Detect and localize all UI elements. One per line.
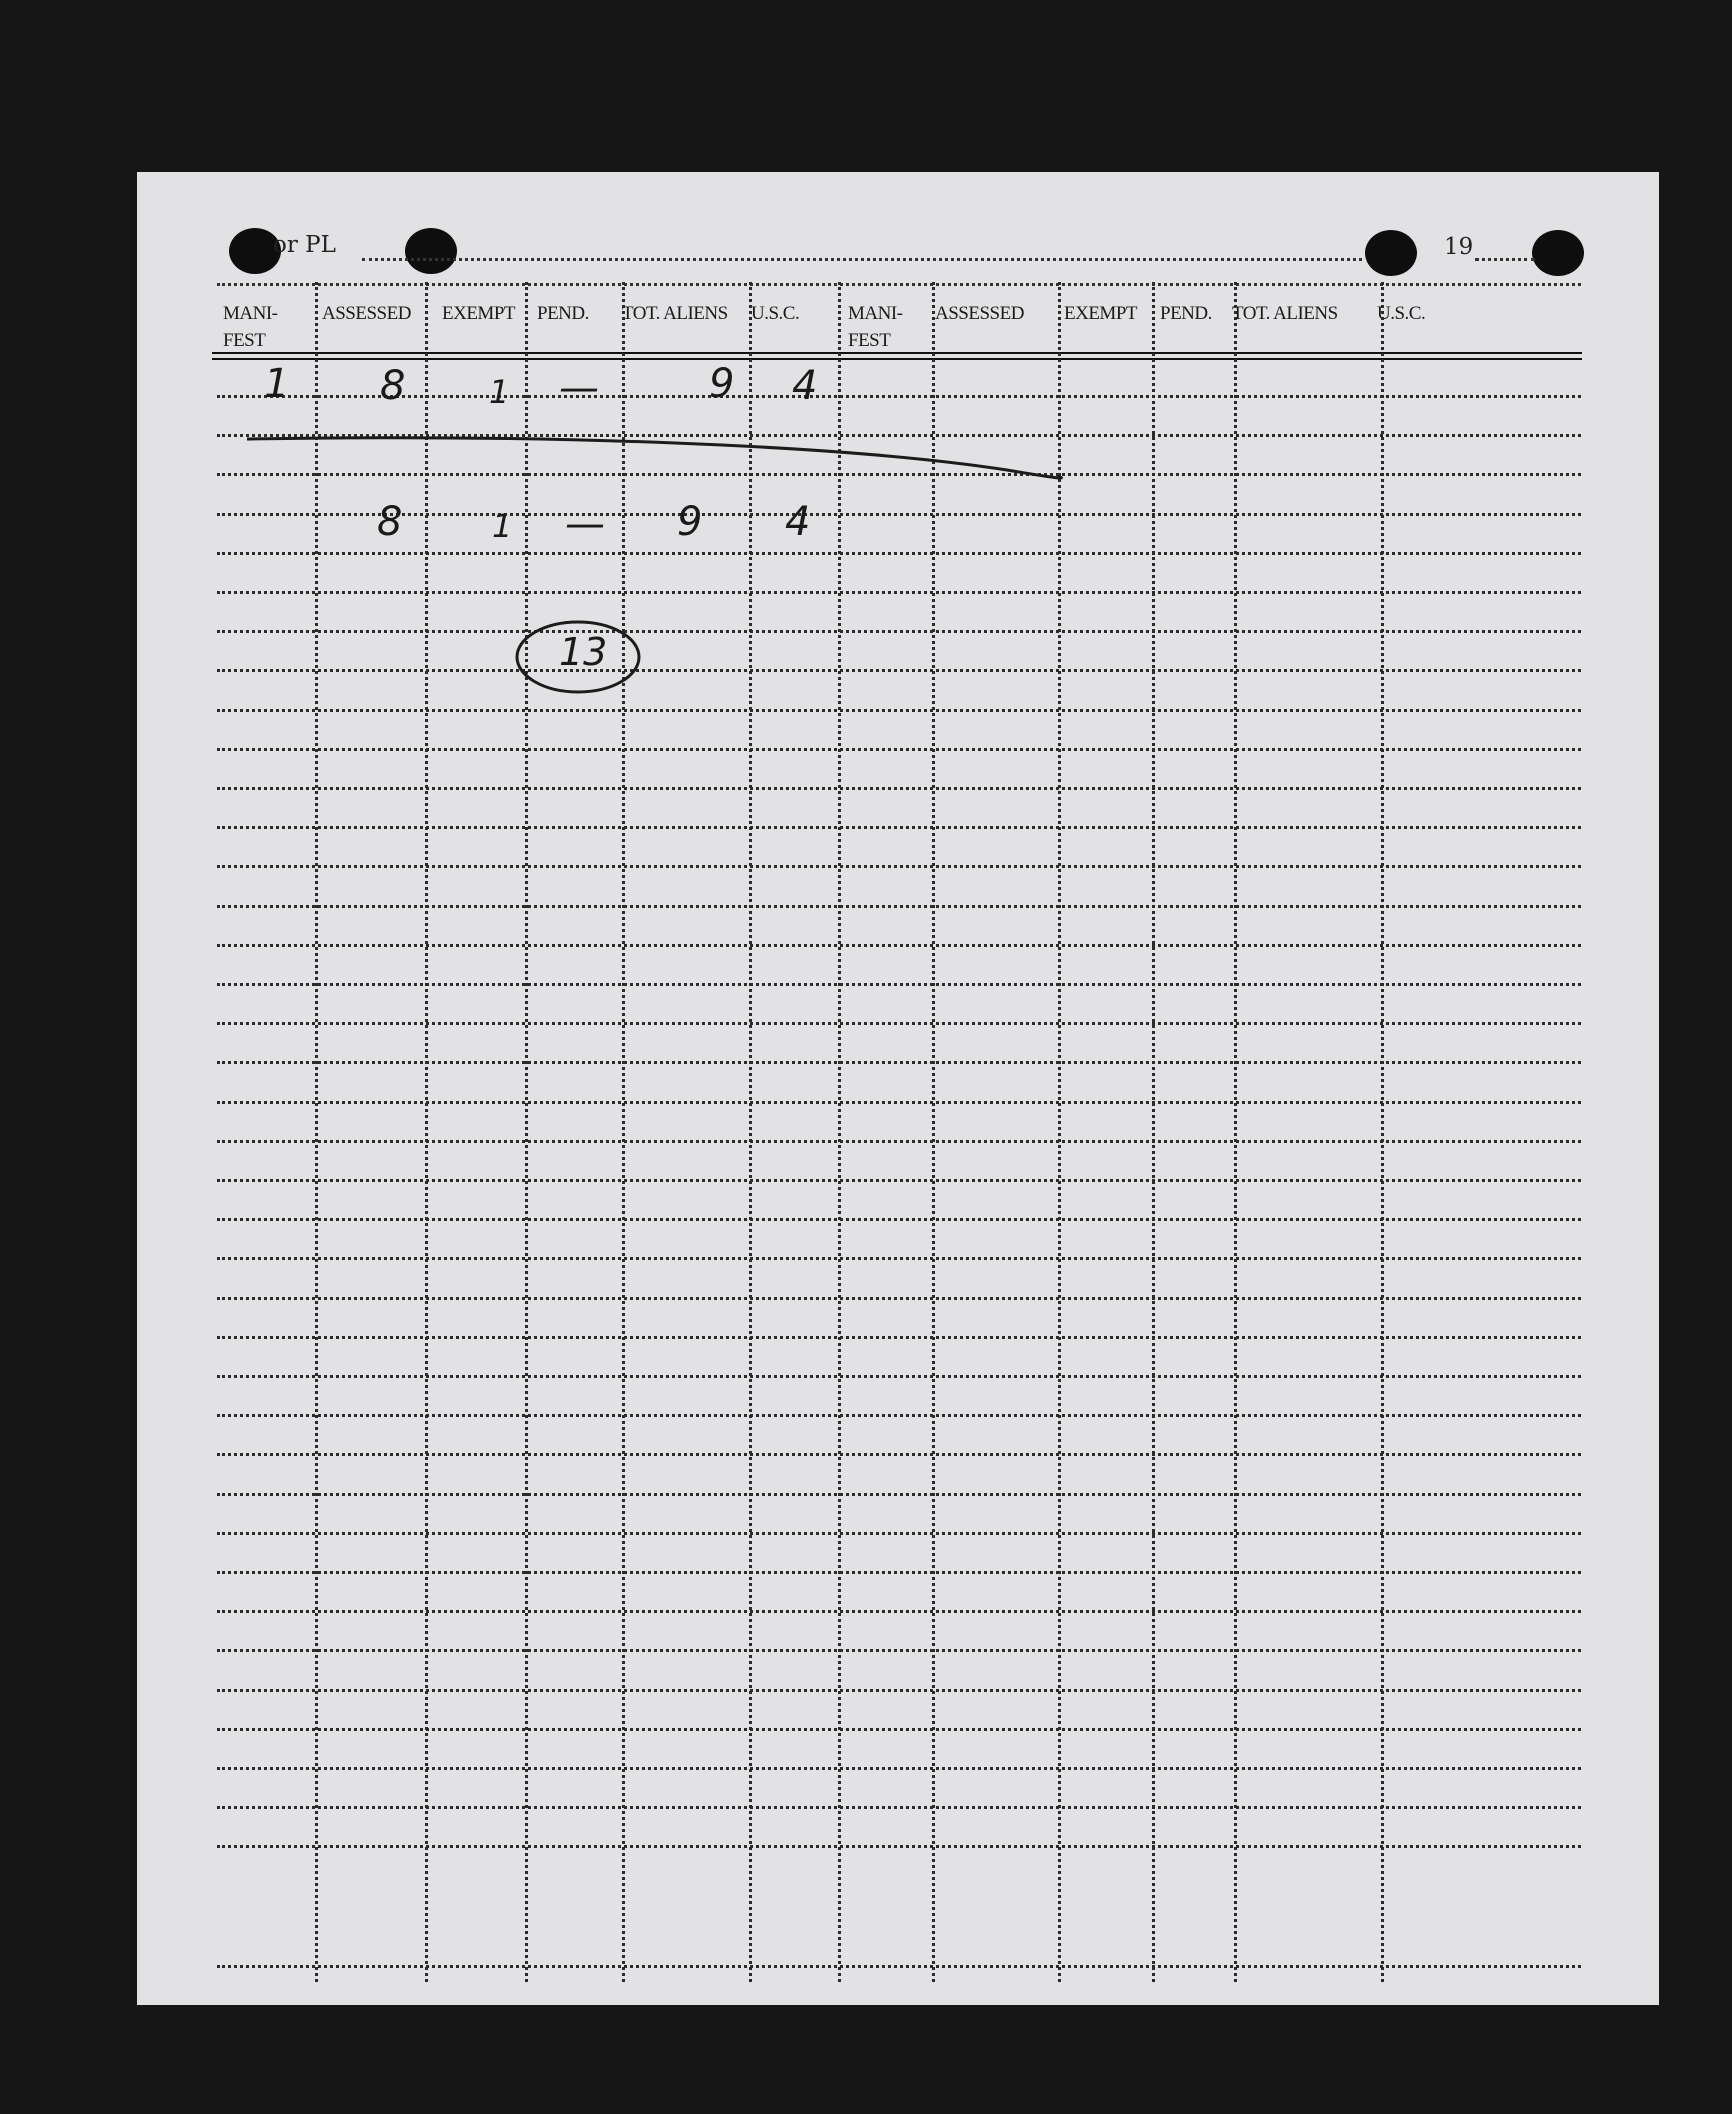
col-pend-1: PEND. — [537, 303, 589, 324]
total-pend: — — [565, 501, 605, 547]
form-page — [137, 172, 1659, 2005]
col-usc-2: U.S.C. — [1377, 303, 1426, 324]
col-exempt-2: EXEMPT — [1064, 303, 1137, 324]
port-label: or PL — [273, 232, 336, 258]
circle-stroke — [517, 622, 639, 692]
total-tot-aliens: 9 — [677, 499, 703, 545]
col-manifest-1: MANI- FEST — [223, 303, 278, 351]
col-pend-2: PEND. — [1160, 303, 1212, 324]
row1-pend: — — [559, 365, 599, 411]
row1-assessed: 8 — [380, 363, 406, 409]
col-assessed-1: ASSESSED — [322, 303, 411, 324]
underline-stroke — [247, 438, 1061, 478]
row1-manifest: 1 — [264, 361, 290, 407]
year-label: 19 — [1444, 234, 1474, 260]
circled-note: 13 — [559, 630, 608, 674]
col-usc-1: U.S.C. — [751, 303, 800, 324]
total-usc: 4 — [785, 499, 811, 545]
row1-exempt: 1 — [489, 373, 510, 411]
total-assessed: 8 — [377, 499, 403, 545]
row1-usc: 4 — [792, 363, 818, 409]
col-manifest-2: MANI- FEST — [848, 303, 903, 351]
col-exempt-1: EXEMPT — [442, 303, 515, 324]
pen-strokes — [137, 172, 1659, 2005]
col-assessed-2: ASSESSED — [935, 303, 1024, 324]
row1-tot-aliens: 9 — [709, 361, 735, 407]
col-tot-aliens-2: TOT. ALIENS — [1232, 303, 1338, 324]
col-tot-aliens-1: TOT. ALIENS — [622, 303, 728, 324]
total-exempt: 1 — [492, 507, 513, 545]
